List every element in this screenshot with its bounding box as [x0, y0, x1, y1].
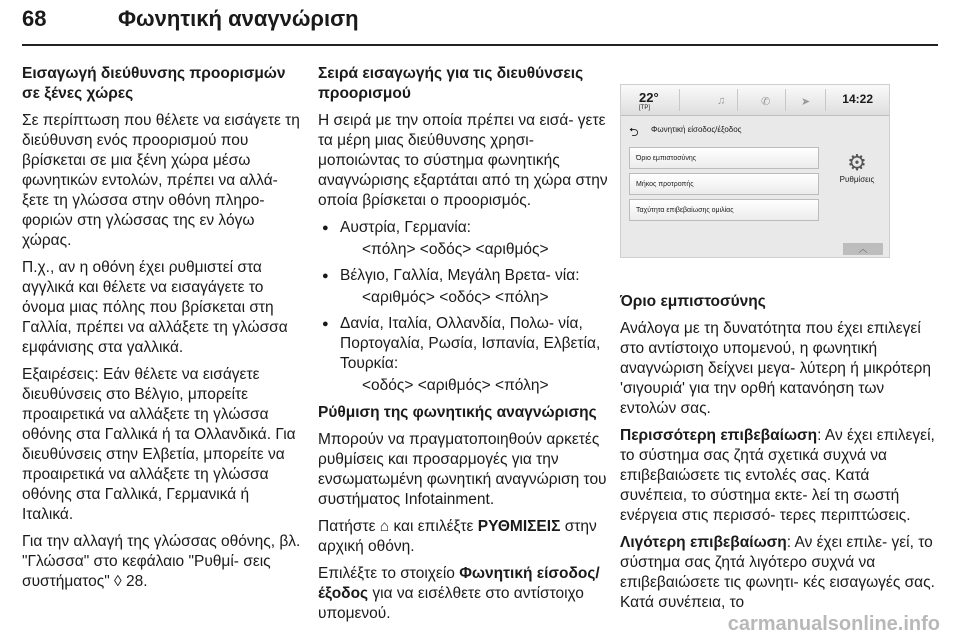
menu-item[interactable]: Μήκος προτροπής: [629, 173, 819, 195]
page-header: [22, 0, 938, 46]
page-number: 68: [22, 6, 47, 31]
navigation-icon: ➤: [801, 96, 811, 108]
paragraph: Λιγότερη επιβεβαίωση: Αν έχει επιλε‐ γεί, το σύστημα σας ζητά λιγότερο συχνά να επιβεβαιώσετε τις φωνητι‐ κές εισαγωγές σας. Κατά συνέπεια, το: [620, 534, 935, 611]
paragraph: Περισσότερη επιβεβαίωση: Αν έχει επιλεγεί, το σύστημα σας ζητά σχετικά συχνά να επιβεβαιώσετε τις εντολές σας. Κατά συνέπεια, το σύστημα εκτε‐ λεί τη σωστή ενέργεια στις περισσό‐ τερες περιπτώσεις.: [620, 427, 935, 524]
section-heading: Όριο εμπιστοσύνης: [620, 293, 766, 310]
settings-button[interactable]: [835, 151, 879, 184]
country-list: [318, 218, 608, 396]
home-icon: ⌂: [379, 518, 390, 535]
paragraph: Π.χ., αν η οθόνη έχει ρυθμιστεί στα αγγλικά και θέλετε να εισαγάγετε το όνομα μιας πόλης που βρίσκεται στη Γαλλία, πρέπει να αλλάξετε τη γλώσσα εμφάνισης στα γαλλικά.: [22, 259, 288, 356]
section-heading: Σειρά εισαγωγής για τις διευθύνσεις προορισμού: [318, 65, 584, 102]
paragraph: Η σειρά με την οποία πρέπει να εισά‐ γετε τα μέρη μιας διεύθυνσης χρησι‐ μοποιώντας το σύστημα φωνητικής αναγνώρισης εξαρτάται από τη χώρα στην οποία βρίσκεται ο προορισμός.: [318, 112, 608, 209]
status-bar: [621, 85, 889, 116]
gear-icon: ⚙: [847, 150, 867, 175]
column-middle: [318, 64, 608, 631]
back-arrow-icon[interactable]: ⮌: [629, 125, 639, 139]
list-item: ● Βέλγιο, Γαλλία, Μεγάλη Βρετα‐ νία: <αριθμός> <οδός> <πόλη>: [318, 266, 608, 308]
screen-title: Φωνητική είσοδος/έξοδος: [651, 125, 742, 134]
section-heading: Εισαγωγή διεύθυνσης προορισμών σε ξένες χώρες: [22, 65, 286, 102]
clock: 14:22: [842, 92, 873, 106]
section-heading: Ρύθμιση της φωνητικής αναγνώρισης: [318, 404, 597, 421]
address-pattern: <αριθμός> <οδός> <πόλη>: [362, 289, 549, 306]
temperature: 22°: [639, 90, 659, 105]
infotainment-screen-image: [620, 84, 890, 258]
menu-item[interactable]: Ταχύτητα επιβεβαίωσης ομιλίας: [629, 199, 819, 221]
address-pattern: <πόλη> <οδός> <αριθμός>: [362, 241, 549, 258]
column-left: [22, 64, 302, 599]
tp-indicator: [TP]: [639, 105, 651, 111]
chevron-up-icon[interactable]: ︿: [843, 243, 883, 255]
address-pattern: <οδός> <αριθμός> <πόλη>: [362, 377, 549, 394]
paragraph: Σε περίπτωση που θέλετε να εισάγετε τη διεύθυνση ενός προορισμού που βρίσκεται σε μια ξένη χώρα μέσω φωνητικών εντολών, πρέπει να αλλά‐ ξετε τη γλώσσα στην οθόνη πληρο‐ φοριών στη γλώσσας της εν λόγω χώρας.: [22, 112, 300, 249]
column-right: [620, 292, 940, 620]
settings-label: Ρυθμίσεις: [839, 175, 875, 184]
menu-item[interactable]: Όριο εμπιστοσύνης: [629, 147, 819, 169]
list-item: ● Δανία, Ιταλία, Ολλανδία, Πολω‐ νία, Πορτογαλία, Ρωσία, Ισπανία, Ελβετία, Τουρκία: <οδός> <αριθμός> <πόλη>: [318, 314, 608, 396]
paragraph: Ανάλογα με τη δυνατότητα που έχει επιλεγεί στο αντίστοιχο υπομενού, η φωνητική αναγνώριση δείχνει μεγα‐ λύτερη ή μικρότερη 'σιγουριά' για την ορθή κατανόηση των εντολών σας.: [620, 320, 931, 417]
paragraph: Για την αλλαγή της γλώσσας οθόνης, βλ. "Γλώσσα" στο κεφάλαιο "Ρυθμί‐ σεις συστήματος" ◊ 28.: [22, 533, 301, 590]
watermark: carmanualsonline.info: [727, 613, 940, 635]
paragraph: Μπορούν να πραγματοποιηθούν αρκετές ρυθμίσεις και προσαρμογές για την ενσωματωμένη φωνητική αναγνώριση του συστήματος Infotainment.: [318, 431, 607, 508]
phone-icon: ✆: [761, 96, 771, 108]
paragraph: Επιλέξτε το στοιχείο Φωνητική είσοδος/έξοδος για να εισέλθετε στο αντίστοιχο υπομενού.: [318, 565, 600, 622]
screen-header: [621, 123, 889, 139]
music-note-icon: ♫: [717, 95, 726, 107]
page-title: Φωνητική αναγνώριση: [118, 6, 359, 31]
paragraph: Πατήστε ⌂ και επιλέξτε ΡΥΘΜΙΣΕΙΣ στην αρχική οθόνη.: [318, 518, 597, 555]
paragraph: Εξαιρέσεις: Εάν θέλετε να εισάγετε διευθύνσεις στο Βέλγιο, μπορείτε προαιρετικά να αλλάξετε τη γλώσσα οθόνης στα Γαλλικά ή τα Ολλανδικά. Για διευθύνσεις στην Ελβετία, μπορείτε να προαιρετικά να αλλάξετε τη γλώσσα οθόνης στα Γαλλικά, Γερμανικά ή Ιταλικά.: [22, 366, 296, 523]
list-item: ● Αυστρία, Γερμανία: <πόλη> <οδός> <αριθμός>: [318, 218, 608, 260]
